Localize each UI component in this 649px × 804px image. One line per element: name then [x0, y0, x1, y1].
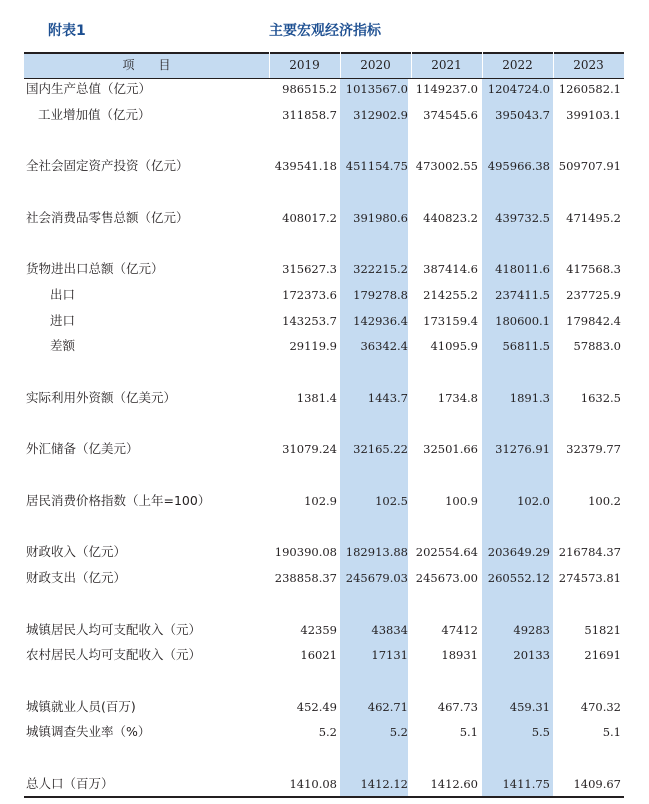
value-cell: 509707.91 [558, 159, 621, 173]
value-cell: 214255.2 [423, 288, 478, 302]
value-cell: 31079.24 [282, 442, 337, 456]
value-cell: 49283 [513, 623, 550, 637]
row-label: 差额 [50, 338, 76, 353]
row-label: 城镇居民人均可支配收入（元） [26, 622, 202, 637]
table-row [24, 697, 624, 717]
value-cell: 180600.1 [495, 314, 550, 328]
value-cell: 495966.38 [487, 159, 550, 173]
row-label: 出口 [50, 287, 76, 302]
value-cell: 100.2 [588, 494, 621, 508]
value-cell: 1409.67 [573, 777, 621, 791]
value-cell: 16021 [300, 648, 337, 662]
value-cell: 36342.4 [360, 339, 408, 353]
table-row [24, 105, 624, 125]
table-row [24, 208, 624, 228]
value-cell: 5.5 [531, 725, 550, 739]
header-year: 2019 [289, 58, 320, 72]
value-cell: 1443.7 [367, 391, 408, 405]
table-row [24, 259, 624, 279]
row-label: 社会消费品零售总额（亿元） [26, 210, 189, 225]
row-label: 城镇调查失业率（%） [26, 724, 151, 739]
row-label: 财政支出（亿元） [26, 570, 127, 585]
value-cell: 408017.2 [282, 211, 337, 225]
row-label: 货物进出口总额（亿元） [26, 261, 164, 276]
row-label: 工业增加值（亿元） [38, 107, 151, 122]
value-cell: 322215.2 [353, 262, 408, 276]
value-cell: 387414.6 [423, 262, 478, 276]
value-cell: 31276.91 [495, 442, 550, 456]
value-cell: 1411.75 [502, 777, 550, 791]
header-year: 2021 [431, 58, 462, 72]
value-cell: 374545.6 [423, 108, 478, 122]
table-row [24, 311, 624, 331]
table-number: 附表1 [48, 23, 86, 39]
value-cell: 1204724.0 [487, 82, 550, 96]
value-cell: 473002.55 [415, 159, 478, 173]
value-cell: 315627.3 [282, 262, 337, 276]
value-cell: 32379.77 [566, 442, 621, 456]
value-cell: 5.2 [389, 725, 408, 739]
value-cell: 5.2 [318, 725, 337, 739]
value-cell: 56811.5 [502, 339, 550, 353]
value-cell: 462.71 [367, 700, 408, 714]
value-cell: 216784.37 [558, 545, 621, 559]
value-cell: 17131 [371, 648, 408, 662]
value-cell: 102.9 [304, 494, 337, 508]
header-item: 项 目 [122, 58, 171, 72]
value-cell: 29119.9 [289, 339, 337, 353]
header-year: 2022 [502, 58, 533, 72]
value-cell: 1410.08 [289, 777, 337, 791]
value-cell: 311858.7 [282, 108, 337, 122]
value-cell: 237411.5 [495, 288, 550, 302]
table-row [24, 156, 624, 176]
value-cell: 312902.9 [353, 108, 408, 122]
value-cell: 179278.8 [353, 288, 408, 302]
value-cell: 203649.29 [487, 545, 550, 559]
value-cell: 5.1 [459, 725, 478, 739]
value-cell: 986515.2 [282, 82, 337, 96]
value-cell: 471495.2 [566, 211, 621, 225]
value-cell: 467.73 [437, 700, 478, 714]
macro-indicators-table [24, 52, 624, 798]
value-cell: 47412 [441, 623, 478, 637]
bottom-rule [24, 796, 624, 798]
table-row [24, 568, 624, 588]
value-cell: 1734.8 [437, 391, 478, 405]
table-row [24, 79, 624, 99]
row-label: 外汇储备（亿美元） [26, 441, 139, 456]
value-cell: 143253.7 [282, 314, 337, 328]
row-label: 进口 [50, 313, 76, 328]
value-cell: 439732.5 [495, 211, 550, 225]
value-cell: 51821 [584, 623, 621, 637]
table-row [24, 645, 624, 665]
value-cell: 1412.12 [360, 777, 408, 791]
value-cell: 459.31 [509, 700, 550, 714]
row-label: 全社会固定资产投资（亿元） [26, 158, 189, 173]
value-cell: 20133 [513, 648, 550, 662]
row-label: 城镇就业人员(百万) [26, 699, 136, 714]
value-cell: 451154.75 [345, 159, 408, 173]
table-title: 主要宏观经济指标 [269, 23, 381, 39]
header-year: 2023 [573, 58, 604, 72]
value-cell: 1149237.0 [415, 82, 478, 96]
value-cell: 57883.0 [573, 339, 621, 353]
value-cell: 238858.37 [274, 571, 337, 585]
value-cell: 102.5 [375, 494, 408, 508]
value-cell: 470.32 [580, 700, 621, 714]
value-cell: 202554.64 [415, 545, 478, 559]
table-row [24, 620, 624, 640]
row-label: 总人口（百万） [26, 776, 114, 791]
value-cell: 1013567.0 [345, 82, 408, 96]
value-cell: 182913.88 [345, 545, 408, 559]
value-cell: 418011.6 [495, 262, 550, 276]
value-cell: 100.9 [445, 494, 478, 508]
row-label: 居民消费价格指数（上年=100） [26, 493, 211, 508]
value-cell: 1260582.1 [558, 82, 621, 96]
value-cell: 190390.08 [274, 545, 337, 559]
value-cell: 32501.66 [423, 442, 478, 456]
value-cell: 440823.2 [423, 211, 478, 225]
value-cell: 173159.4 [423, 314, 478, 328]
value-cell: 42359 [300, 623, 337, 637]
table-row [24, 285, 624, 305]
value-cell: 395043.7 [495, 108, 550, 122]
value-cell: 391980.6 [353, 211, 408, 225]
value-cell: 18931 [441, 648, 478, 662]
table-row [24, 774, 624, 794]
table-row [24, 336, 624, 356]
value-cell: 245679.03 [345, 571, 408, 585]
value-cell: 1412.60 [430, 777, 478, 791]
value-cell: 417568.3 [566, 262, 621, 276]
table-caption [0, 20, 649, 40]
table-row [24, 491, 624, 511]
value-cell: 245673.00 [415, 571, 478, 585]
value-cell: 41095.9 [430, 339, 478, 353]
header-year: 2020 [360, 58, 391, 72]
value-cell: 32165.22 [353, 442, 408, 456]
row-label: 实际利用外资额（亿美元） [26, 390, 177, 405]
value-cell: 237725.9 [566, 288, 621, 302]
value-cell: 1632.5 [580, 391, 621, 405]
table-row [24, 542, 624, 562]
value-cell: 399103.1 [566, 108, 621, 122]
value-cell: 439541.18 [274, 159, 337, 173]
value-cell: 274573.81 [558, 571, 621, 585]
value-cell: 142936.4 [353, 314, 408, 328]
value-cell: 1891.3 [509, 391, 550, 405]
value-cell: 5.1 [602, 725, 621, 739]
value-cell: 179842.4 [566, 314, 621, 328]
value-cell: 452.49 [296, 700, 337, 714]
table-row [24, 722, 624, 742]
row-label: 农村居民人均可支配收入（元） [26, 647, 202, 662]
value-cell: 260552.12 [487, 571, 550, 585]
row-label: 财政收入（亿元） [26, 544, 127, 559]
value-cell: 102.0 [517, 494, 550, 508]
table-row [24, 439, 624, 459]
value-cell: 43834 [371, 623, 408, 637]
value-cell: 1381.4 [296, 391, 337, 405]
table-row [24, 388, 624, 408]
value-cell: 172373.6 [282, 288, 337, 302]
value-cell: 21691 [584, 648, 621, 662]
row-label: 国内生产总值（亿元） [26, 81, 152, 96]
